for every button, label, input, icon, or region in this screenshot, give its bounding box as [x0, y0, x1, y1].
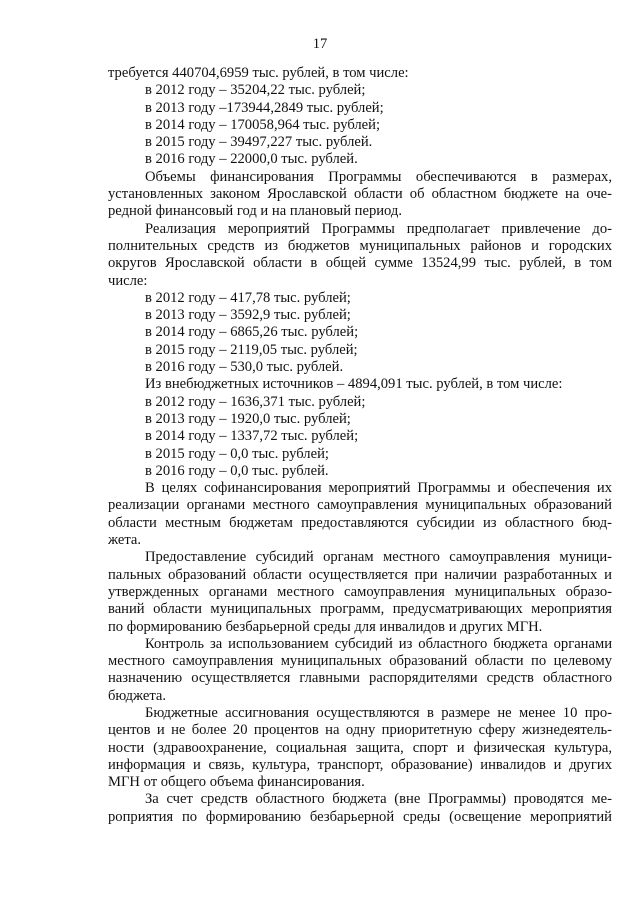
text-line: в 2012 году – 35204,22 тыс. рублей; — [145, 82, 366, 99]
text-line: жета. — [108, 532, 142, 549]
text-line: редной финансовый год и на плановый период. — [108, 203, 403, 220]
text-line: Контроль за использованием субсидий из областного бюджета органами — [145, 635, 612, 652]
text-line: установленных законом Ярославской области об областном бюджете на оче- — [108, 186, 612, 203]
text-line: пальных образований области осуществляется при наличии разработанных и — [108, 566, 612, 583]
text-line: области местным бюджетам предоставляются субсидии из областного бюд- — [108, 514, 612, 531]
text-line: полнительных средств из бюджетов муниципальных районов и городских — [108, 237, 612, 254]
text-line: в 2016 году – 22000,0 тыс. рублей. — [145, 151, 358, 168]
text-line: реализации органами местного самоуправления муниципальных образований — [108, 497, 612, 514]
text-line: в 2014 году – 170058,964 тыс. рублей; — [145, 116, 381, 133]
text-line: Бюджетные ассигнования осуществляются в размере не менее 10 про- — [145, 704, 612, 721]
text-line: бюджета. — [108, 687, 167, 704]
text-line: в 2013 году – 1920,0 тыс. рублей; — [145, 410, 351, 427]
text-line: центов и не более 20 процентов на одну приоритетную сферу жизнедеятель- — [108, 722, 612, 739]
page-number: 17 — [312, 36, 328, 52]
text-line: в 2014 году – 1337,72 тыс. рублей; — [145, 428, 359, 445]
text-line: Объемы финансирования Программы обеспечиваются в размерах, — [145, 168, 612, 185]
text-line: ности (здравоохранение, социальная защита, спорт и физическая культура, — [108, 739, 612, 756]
text-line: роприятия по формированию безбарьерной среды (освещение мероприятий — [108, 808, 612, 825]
text-line: требуется 440704,6959 тыс. рублей, в том числе: — [108, 65, 409, 81]
text-line: в 2015 году – 39497,227 тыс. рублей. — [145, 134, 373, 151]
text-line: информация и связь, культура, транспорт, образование) инвалидов и других — [108, 756, 612, 773]
text-line: в 2015 году – 0,0 тыс. рублей; — [145, 445, 329, 462]
text-line: утвержденных органами местного самоуправления муниципальных образо- — [108, 583, 612, 600]
text-line: В целях софинансирования мероприятий Программы и обеспечения их — [145, 480, 612, 497]
text-line: в 2014 году – 6865,26 тыс. рублей; — [145, 324, 359, 341]
text-line: в 2012 году – 417,78 тыс. рублей; — [145, 289, 351, 306]
text-line: Предоставление субсидий органам местного самоуправления муници- — [145, 549, 612, 566]
text-line: За счет средств областного бюджета (вне Программы) проводятся ме- — [145, 791, 612, 808]
text-line: назначению осуществляется главными распорядителями средств областного — [108, 670, 612, 687]
text-line: местного самоуправления муниципальных образований области по целевому — [108, 653, 612, 670]
text-line: в 2012 году – 1636,371 тыс. рублей; — [145, 393, 366, 410]
text-line: в 2013 году – 3592,9 тыс. рублей; — [145, 307, 351, 324]
text-line: округов Ярославской области в общей сумме 13524,99 тыс. рублей, в том — [108, 255, 612, 272]
text-line: в 2016 году – 530,0 тыс. рублей. — [145, 359, 344, 376]
text-line: ваний области муниципальных программ, предусматривающих мероприятия — [108, 601, 612, 618]
text-line: в 2015 году – 2119,05 тыс. рублей; — [145, 341, 358, 358]
text-line: числе: — [108, 272, 148, 289]
text-line: Реализация мероприятий Программы предполагает привлечение до- — [145, 220, 612, 237]
text-line: МГН от общего объема финансирования. — [108, 774, 365, 791]
text-line: в 2016 году – 0,0 тыс. рублей. — [145, 462, 329, 479]
body-text — [108, 65, 612, 826]
text-line: по формированию безбарьерной среды для инвалидов и других МГН. — [108, 618, 543, 635]
text-line: в 2013 году –173944,2849 тыс. рублей; — [145, 99, 384, 116]
text-line: Из внебюджетных источников – 4894,091 тыс. рублей, в том числе: — [145, 376, 563, 393]
